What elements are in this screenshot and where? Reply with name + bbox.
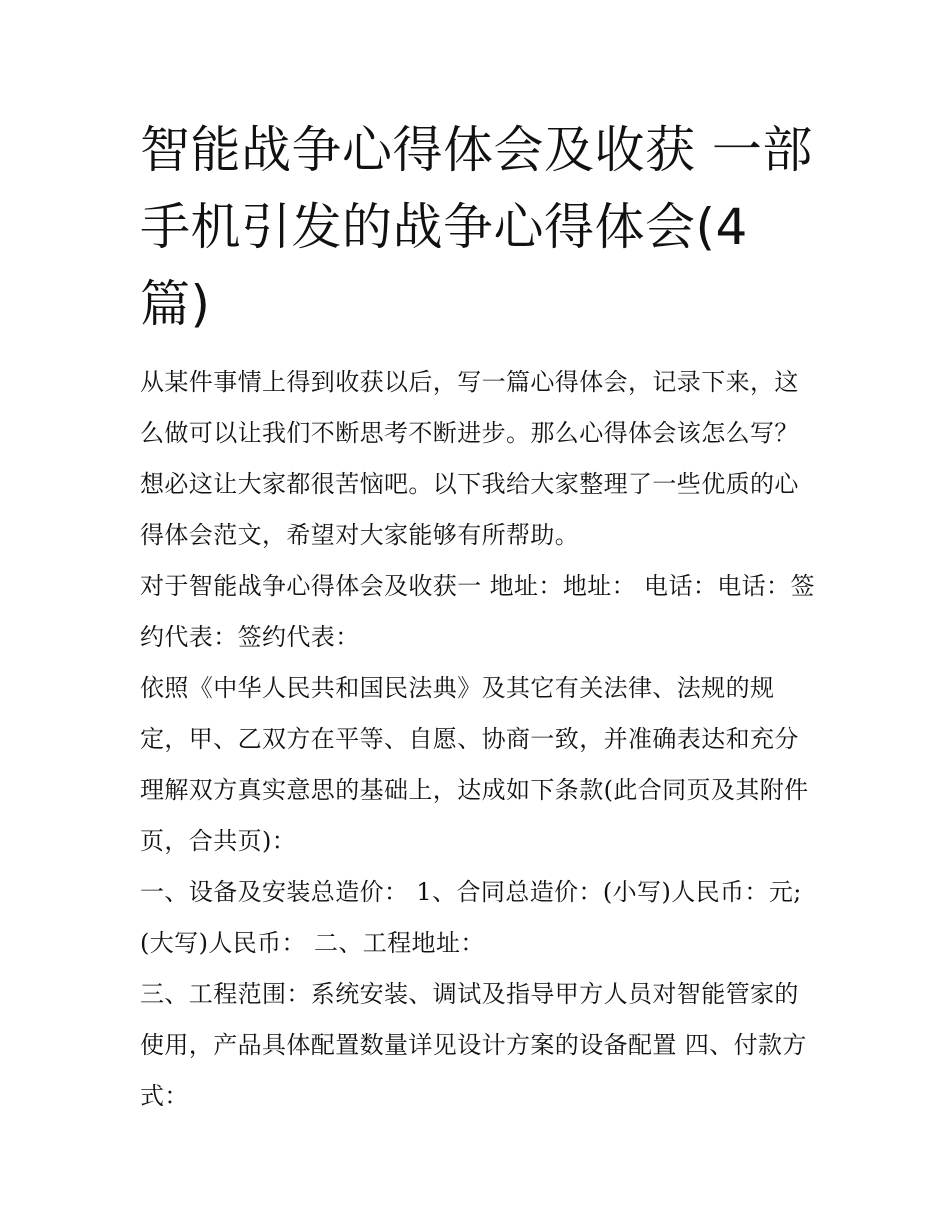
document-body [140,357,820,1122]
title-line-1: 智能战争心得体会及收获 一部 [140,121,813,179]
paragraph-intro: 从某件事情上得到收获以后，写一篇心得体会，记录下来，这么做可以让我们不断思考不断进步。那么心得体会该怎么写？想必这让大家都很苦恼吧。以下我给大家整理了一些优质的心得体会范文，希望对大家能够有所帮助。 [140,368,799,549]
paragraph-legal-basis: 依照《中华人民共和国民法典》及其它有关法律、法规的规定，甲、乙双方在平等、自愿、协商一致，并准确表达和充分理解双方真实意思的基础上，达成如下条款(此合同页及其附件页，合共页)： [140,674,809,855]
document-title [140,112,830,343]
paragraph-contact: 对于智能战争心得体会及收获一 地址：地址： 电话：电话：签约代表：签约代表： [140,572,815,651]
paragraph-scope: 三、工程范围：系统安装、调试及指导甲方人员对智能管家的使用，产品具体配置数量详见设计方案的设备配置 四、付款方式： [140,980,807,1110]
title-line-3: 篇) [140,275,211,333]
title-line-2: 手机引发的战争心得体会(4 [140,198,748,256]
paragraph-cost: 一、设备及安装总造价： 1、合同总造价：(小写)人民币：元;(大写)人民币： 二、工程地址： [140,878,802,957]
